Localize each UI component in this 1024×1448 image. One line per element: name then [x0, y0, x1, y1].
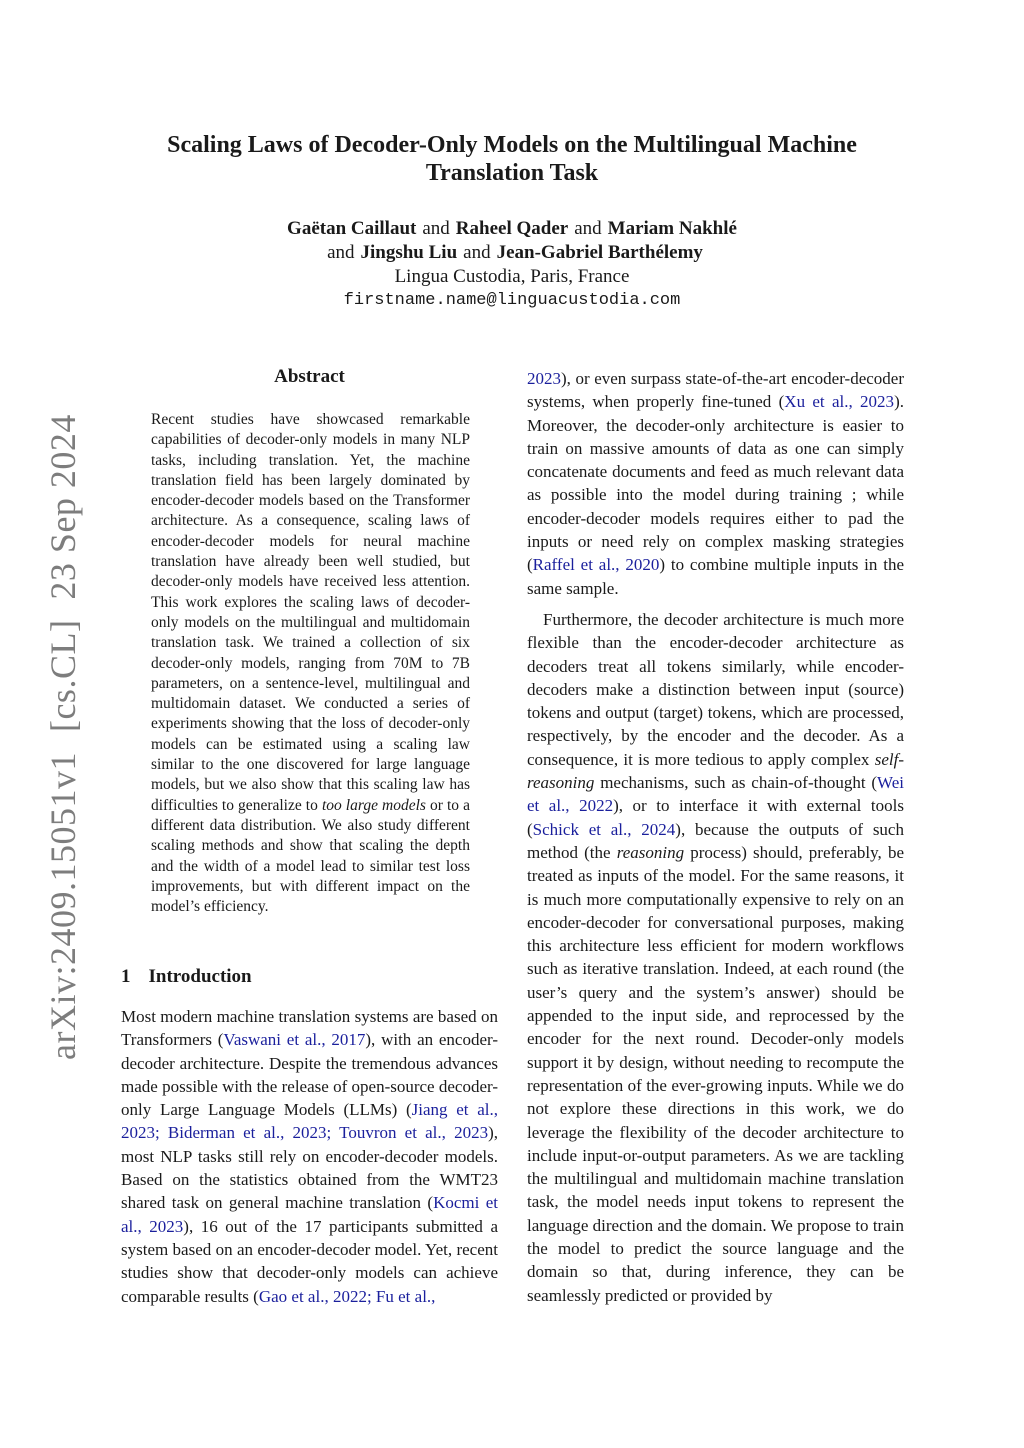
intro-right-column [527, 367, 904, 1307]
body-text: ). Moreover, the decoder-only architecture is easier to train on massive amounts of data as one can simply concatenate documents and feed as much relevant data as possible into the model during training ; while encoder-decoder models requires either to pad the inputs or need rely on complex masking strategies ( [527, 392, 904, 575]
intro-left-column [121, 1005, 498, 1308]
section-heading-introduction [121, 966, 252, 988]
body-text: ), most NLP tasks still rely on encoder-decoder models. Based on the statistics obtained from the WMT23 shared task on general machine translation ( [121, 1123, 498, 1213]
abstract-heading: Abstract [274, 366, 345, 387]
body-text: ), or even surpass state-of-the-art encoder-decoder systems, when properly fine-tuned ( [527, 369, 904, 412]
emphasis-text: self-reasoning [527, 749, 904, 793]
intro-paragraph-1-continued [527, 367, 904, 600]
author-name: Gaëtan Caillaut [287, 218, 417, 239]
body-text: ) to combine multiple inputs in the same sample. [527, 555, 904, 598]
body-text: Most modern machine translation systems are based on Transformers ( [121, 1007, 498, 1050]
arxiv-date: 23 Sep 2024 [43, 414, 83, 600]
and-word: and [574, 218, 602, 239]
citation-link[interactable]: Kocmi et al., 2023 [121, 1193, 498, 1236]
abstract-text-end: or to a different data distribution. We also study different scaling methods and show that scaling the depth and the width of a model lead to similar test loss improvements, but with different impact on the model’s efficiency. [151, 796, 470, 916]
citation-link[interactable]: Wei et al., 2022 [527, 773, 904, 816]
body-text: ), 16 out of the 17 participants submitted a system based on an encoder-decoder model. Yet, recent studies show that decoder-only models can achieve comparable results ( [121, 1216, 498, 1306]
author-line-1 [112, 217, 912, 241]
citation-link[interactable]: Xu et al., 2023 [784, 392, 895, 412]
intro-paragraph-1 [121, 1005, 498, 1308]
arxiv-id: arXiv:2409.15051v1 [43, 752, 83, 1060]
arxiv-category: [cs.CL] [43, 619, 83, 733]
section-number: 1 [121, 966, 131, 987]
title-line-2: Translation Task [425, 160, 599, 186]
and-word: and [422, 218, 450, 239]
and-word: and [463, 242, 491, 263]
paper-title [112, 131, 912, 187]
abstract-emphasis: too large models [321, 796, 426, 814]
title-line-1: Scaling Laws of Decoder-Only Models on the Multilingual Machine [167, 132, 857, 158]
body-text: ), or to interface it with external tools ( [527, 796, 904, 839]
author-name: Jingshu Liu [360, 242, 458, 263]
section-title: Introduction [148, 966, 252, 987]
citation-link[interactable]: Gao et al., 2022; Fu et al., [258, 1286, 436, 1306]
body-text: process) should, preferably, be treated as inputs of the model. For the same reasons, it is much more computationally expensive to rely on an encoder-decoder for conversational purposes, making this architecture less efficient for modern workflows such as iterative translation. Indeed, at each round (the user’s query and the system’s answer) should be appended to the input side, and reprocessed by the encoder for the next round. Decoder-only models support it by design, without needing to recompute the representation of the ever-growing inputs. While we do not explore these directions in this work, we do leverage the flexibility of the decoder architecture to include input-or-output parameters. As we are tackling the multilingual and multidomain machine translation task, the model needs input tokens to represent the language direction and the domain. We propose to train the model to predict the source language and the domain so that, during inference, they can be seamlessly predicted or provided by [527, 842, 904, 1305]
author-name: Mariam Nakhlé [607, 218, 737, 239]
body-text: ), with an encoder-decoder architecture. Despite the tremendous advances made possible with the release of open-source decoder-only Large Language Models (LLMs) ( [121, 1030, 499, 1120]
affiliation: Lingua Custodia, Paris, France [394, 266, 630, 287]
body-text: Furthermore, the decoder architecture is much more flexible than the encoder-decoder architecture as decoders treat all tokens similarly, while encoder-decoders make a distinction between input (source) tokens and output (target) tokens, which are processed, respectively, by the encoder and the decoder. As a consequence, it is more tedious to apply complex [527, 609, 904, 769]
emphasis-text: reasoning [616, 842, 685, 862]
email: firstname.name@linguacustodia.com [343, 291, 681, 310]
author-name: Jean-Gabriel Barthélemy [496, 242, 703, 263]
author-line-2 [112, 241, 912, 265]
abstract-text: Recent studies have showcased remarkable capabilities of decoder-only models in many NLP tasks, including translation. Yet, the machine translation field has been largely dominated by encoder-decoder models based on the Transformer architecture. As a consequence, scaling laws of encoder-decoder models for neural machine translation have already been well studied, but decoder-only models have received less attention. This work explores the scaling laws of decoder-only models on the multilingual and multidomain translation task. We trained a collection of six decoder-only models, ranging from 70M to 7B parameters, on a sentence-level, multilingual and multidomain dataset. We conducted a series of experiments showing that the loss of decoder-only models can be estimated using a scaling law similar to the one discovered for large language models, but we also show that this scaling law has difficulties to generalize to [151, 411, 470, 814]
citation-link[interactable]: Raffel et al., 2020 [532, 555, 660, 575]
and-word: and [327, 242, 355, 263]
citation-link[interactable]: Jiang et al., 2023; Biderman et al., 2023; Touvron et al., 2023 [121, 1100, 498, 1143]
citation-link[interactable]: 2023 [527, 369, 561, 388]
body-text: mechanisms, such as chain-of-thought ( [594, 773, 878, 793]
author-block [112, 217, 912, 313]
intro-paragraph-2 [527, 608, 904, 1307]
abstract-body [151, 410, 470, 917]
citation-link[interactable]: Vaswani et al., 2017 [223, 1030, 366, 1050]
arxiv-side-stamp [42, 414, 84, 1060]
author-name: Raheel Qader [455, 218, 569, 239]
body-text: ), because the outputs of such method (the [527, 819, 904, 862]
citation-link[interactable]: Schick et al., 2024 [532, 819, 676, 839]
